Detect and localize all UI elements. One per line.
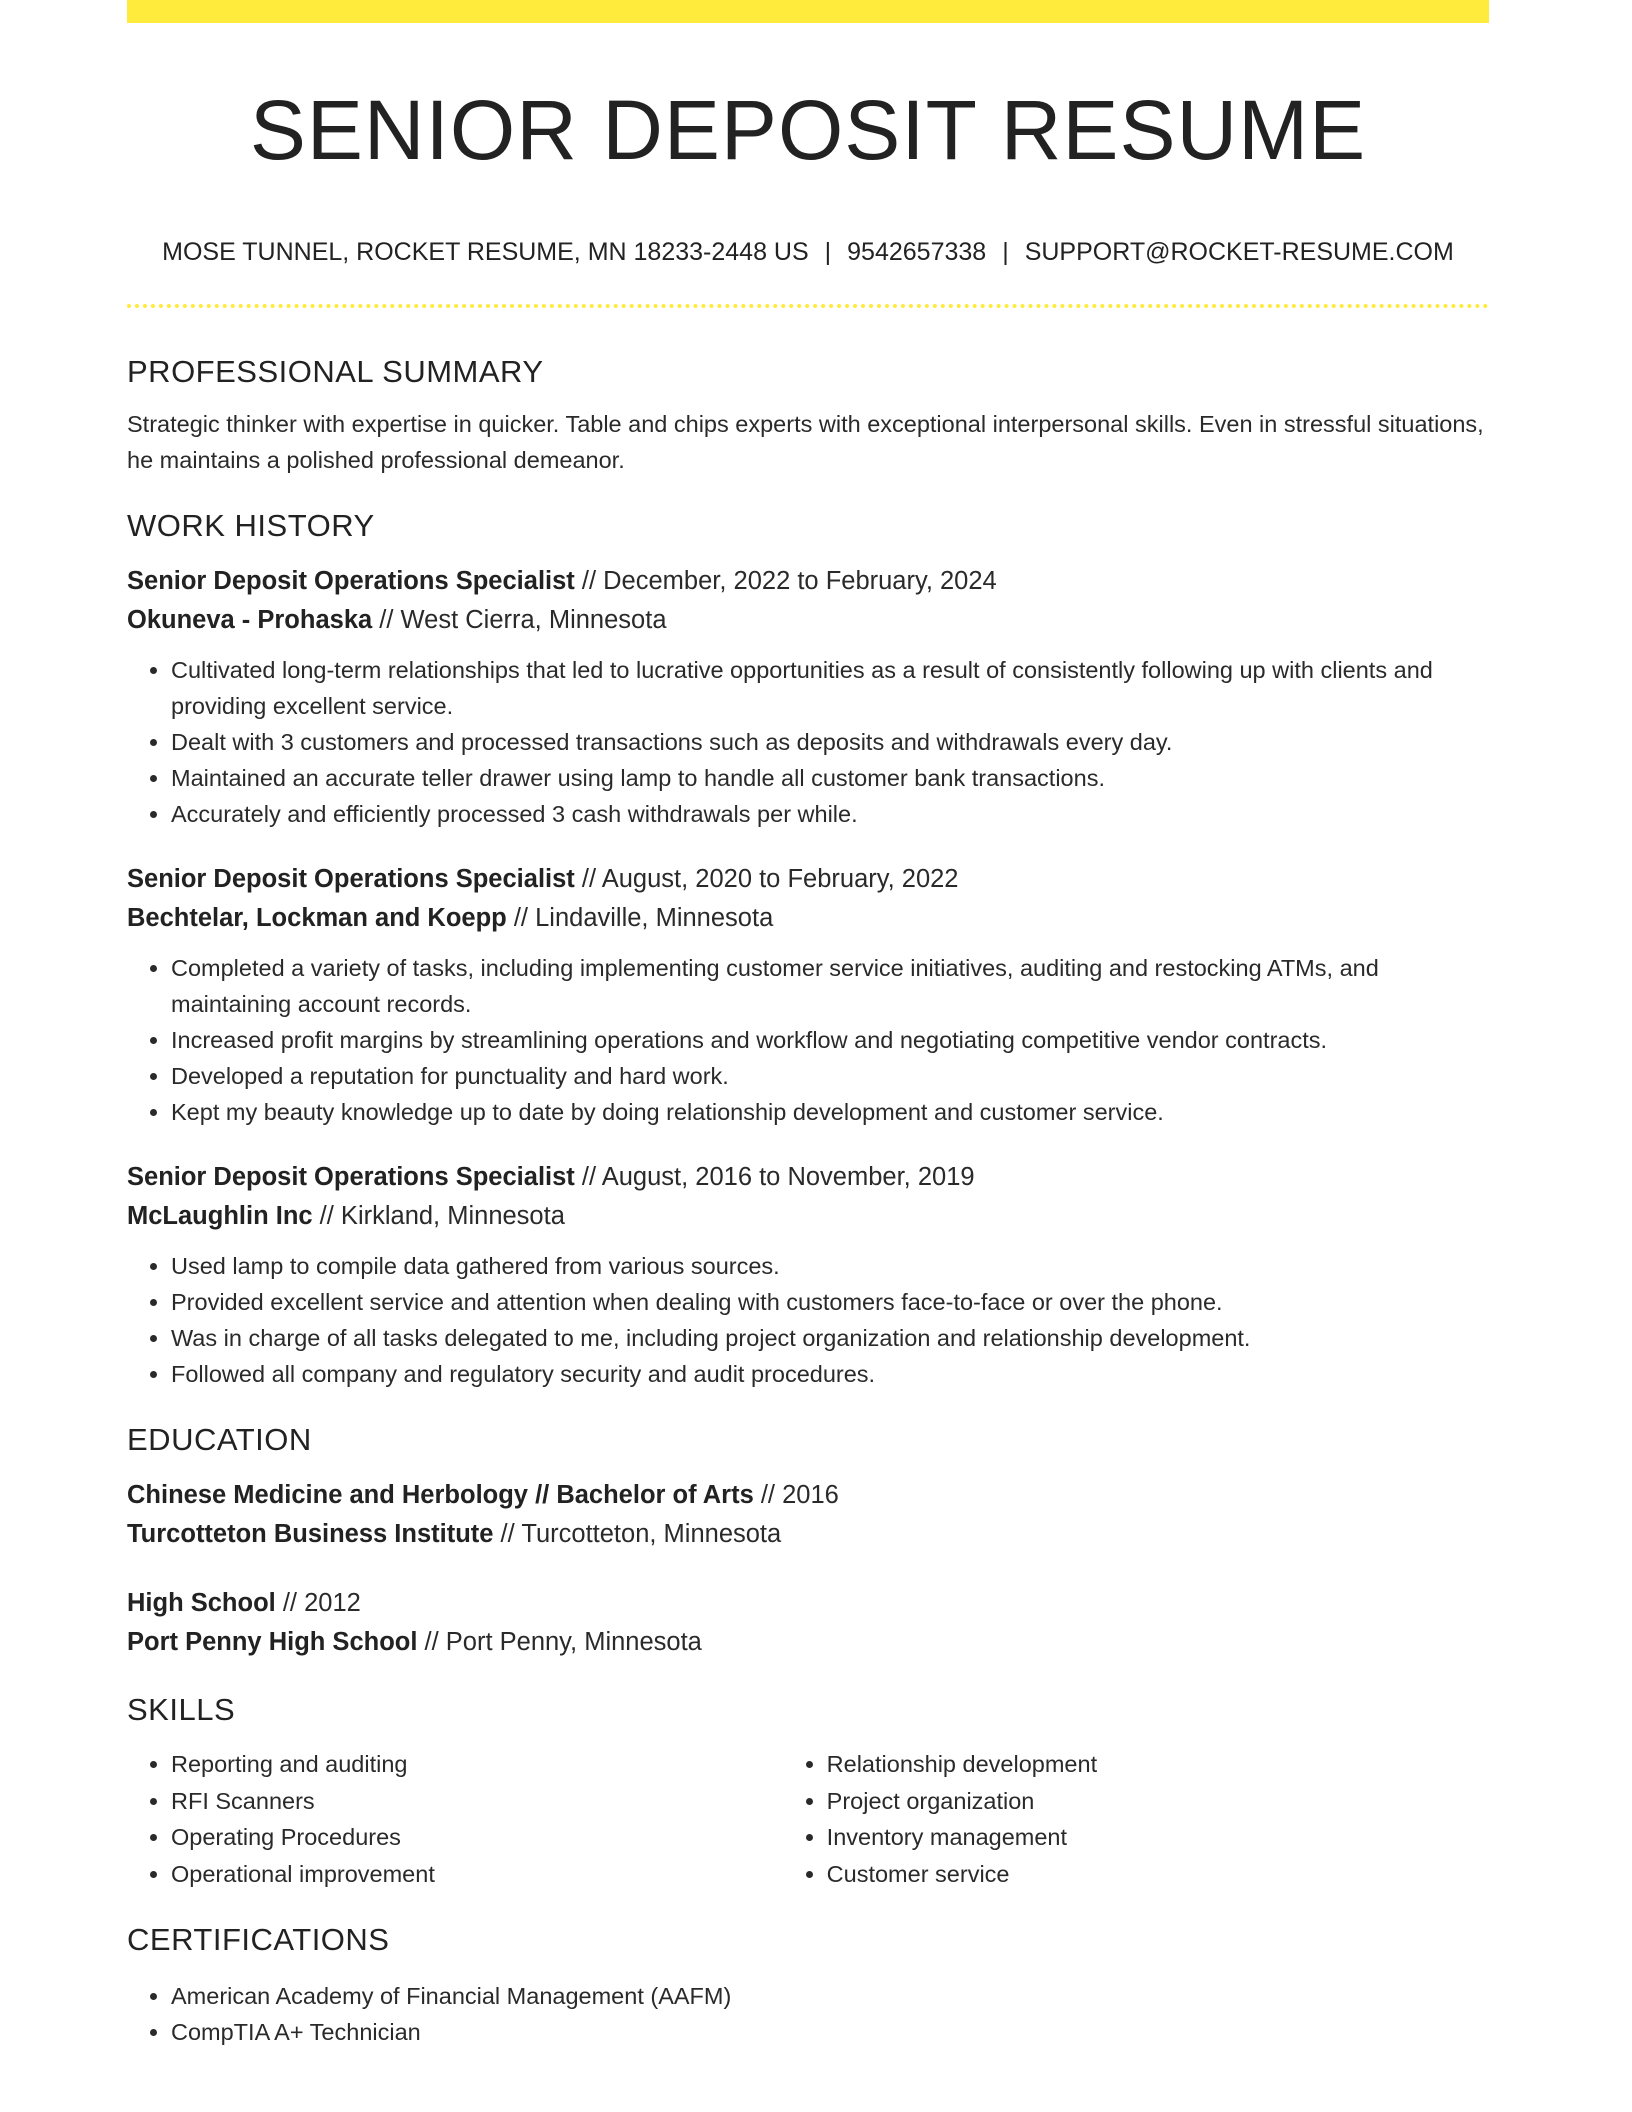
job-dates: // August, 2020 to February, 2022 — [574, 865, 959, 893]
job-bullet: • Accurately and efficiently processed 3 cash withdrawals per while. — [171, 796, 1489, 832]
section-heading-summary: PROFESSIONAL SUMMARY — [127, 354, 544, 389]
skill-item: • Project organization — [827, 1783, 1489, 1820]
skill-item: • RFI Scanners — [171, 1783, 783, 1820]
job-company-line — [127, 1197, 1489, 1236]
job-bullet: • Maintained an accurate teller drawer using lamp to handle all customer bank transactions. — [171, 760, 1489, 796]
school: Port Penny High School — [127, 1628, 418, 1656]
degree-year: // 2016 — [753, 1481, 839, 1509]
school-line — [127, 1515, 1489, 1554]
education-section — [127, 1414, 1489, 1662]
contact-line — [127, 234, 1489, 270]
skill-item: • Customer service — [827, 1856, 1489, 1893]
skills-columns — [127, 1746, 1489, 1892]
certifications-list — [127, 1978, 1489, 2050]
section-heading-certifications: CERTIFICATIONS — [127, 1922, 390, 1957]
skill-item: • Relationship development — [827, 1746, 1489, 1783]
job-company: Okuneva - Prohaska — [127, 606, 373, 634]
degree: Chinese Medicine and Herbology // Bachelor of Arts — [127, 1481, 754, 1509]
job-company: Bechtelar, Lockman and Koepp — [127, 904, 507, 932]
job-bullet: • Used lamp to compile data gathered from various sources. — [171, 1248, 1489, 1284]
skills-list-right — [783, 1746, 1489, 1892]
job-bullets — [127, 950, 1489, 1130]
accent-bar — [127, 0, 1489, 23]
contact-separator: | — [824, 238, 832, 266]
job-title: Senior Deposit Operations Specialist — [127, 1163, 575, 1191]
job-bullet: • Completed a variety of tasks, including implementing customer service initiatives, auditing and restocking ATMs, and maintaining account records. — [171, 950, 1489, 1022]
job-bullet: • Dealt with 3 customers and processed transactions such as deposits and withdrawals every day. — [171, 724, 1489, 760]
certifications-section — [127, 1914, 1489, 2050]
contact-separator: | — [1002, 238, 1009, 266]
degree: High School — [127, 1589, 276, 1617]
resume-content — [127, 346, 1489, 2050]
summary-text: Strategic thinker with expertise in quicker. Table and chips experts with exceptional interpersonal skills. Even in stressful situations, he maintains a polished professional demeanor. — [127, 411, 1484, 473]
job-bullets — [127, 1248, 1489, 1392]
certification-item: • American Academy of Financial Management (AAFM) — [171, 1978, 1489, 2014]
certification-item: • CompTIA A+ Technician — [171, 2014, 1489, 2050]
school-location: // Turcotteton, Minnesota — [493, 1520, 782, 1548]
job-location: // Kirkland, Minnesota — [312, 1202, 565, 1230]
degree-line — [127, 1584, 1489, 1623]
degree-line — [127, 1476, 1489, 1515]
education-entry — [127, 1584, 1489, 1662]
summary-section — [127, 346, 1489, 478]
section-heading-work: WORK HISTORY — [127, 508, 375, 543]
skills-list-left — [127, 1746, 783, 1892]
job-title: Senior Deposit Operations Specialist — [127, 865, 575, 893]
contact-address: MOSE TUNNEL, ROCKET RESUME, MN 18233-2448 US — [162, 238, 809, 266]
job-bullet: • Provided excellent service and attention when dealing with customers face-to-face or over the phone. — [171, 1284, 1489, 1320]
job-title: Senior Deposit Operations Specialist — [127, 567, 575, 595]
school-line — [127, 1623, 1489, 1662]
skill-item: • Inventory management — [827, 1819, 1489, 1856]
dotted-divider — [127, 304, 1489, 308]
job-bullet: • Developed a reputation for punctuality and hard work. — [171, 1058, 1489, 1094]
skill-item: • Operating Procedures — [171, 1819, 783, 1856]
job-dates: // August, 2016 to November, 2019 — [574, 1163, 975, 1191]
skill-item: • Operational improvement — [171, 1856, 783, 1893]
school: Turcotteton Business Institute — [127, 1520, 494, 1548]
job-title-line — [127, 860, 1489, 899]
school-location: // Port Penny, Minnesota — [417, 1628, 702, 1656]
job-bullets — [127, 652, 1489, 832]
work-history-section — [127, 500, 1489, 1392]
job-entry — [127, 1158, 1489, 1392]
section-heading-skills: SKILLS — [127, 1692, 236, 1727]
contact-phone: 9542657338 — [847, 238, 987, 266]
resume-title: SENIOR DEPOSIT RESUME — [249, 83, 1367, 177]
job-dates: // December, 2022 to February, 2024 — [574, 567, 997, 595]
education-entry — [127, 1476, 1489, 1554]
skills-section — [127, 1684, 1489, 1892]
job-location: // West Cierra, Minnesota — [372, 606, 667, 634]
job-entry — [127, 860, 1489, 1130]
job-company-line — [127, 601, 1489, 640]
job-bullet: • Kept my beauty knowledge up to date by doing relationship development and customer service. — [171, 1094, 1489, 1130]
job-company: McLaughlin Inc — [127, 1202, 313, 1230]
section-heading-education: EDUCATION — [127, 1422, 312, 1457]
skill-item: • Reporting and auditing — [171, 1746, 783, 1783]
job-title-line — [127, 562, 1489, 601]
job-bullet: • Was in charge of all tasks delegated to me, including project organization and relationship development. — [171, 1320, 1489, 1356]
job-title-line — [127, 1158, 1489, 1197]
job-location: // Lindaville, Minnesota — [506, 904, 774, 932]
job-bullet: • Increased profit margins by streamlining operations and workflow and negotiating competitive vendor contracts. — [171, 1022, 1489, 1058]
job-company-line — [127, 899, 1489, 938]
contact-email: SUPPORT@ROCKET-RESUME.COM — [1024, 238, 1454, 266]
job-entry — [127, 562, 1489, 832]
job-bullet: • Followed all company and regulatory security and audit procedures. — [171, 1356, 1489, 1392]
job-bullet: • Cultivated long-term relationships that led to lucrative opportunities as a result of consistently following up with clients and providing excellent service. — [171, 652, 1489, 724]
degree-year: // 2012 — [275, 1589, 361, 1617]
